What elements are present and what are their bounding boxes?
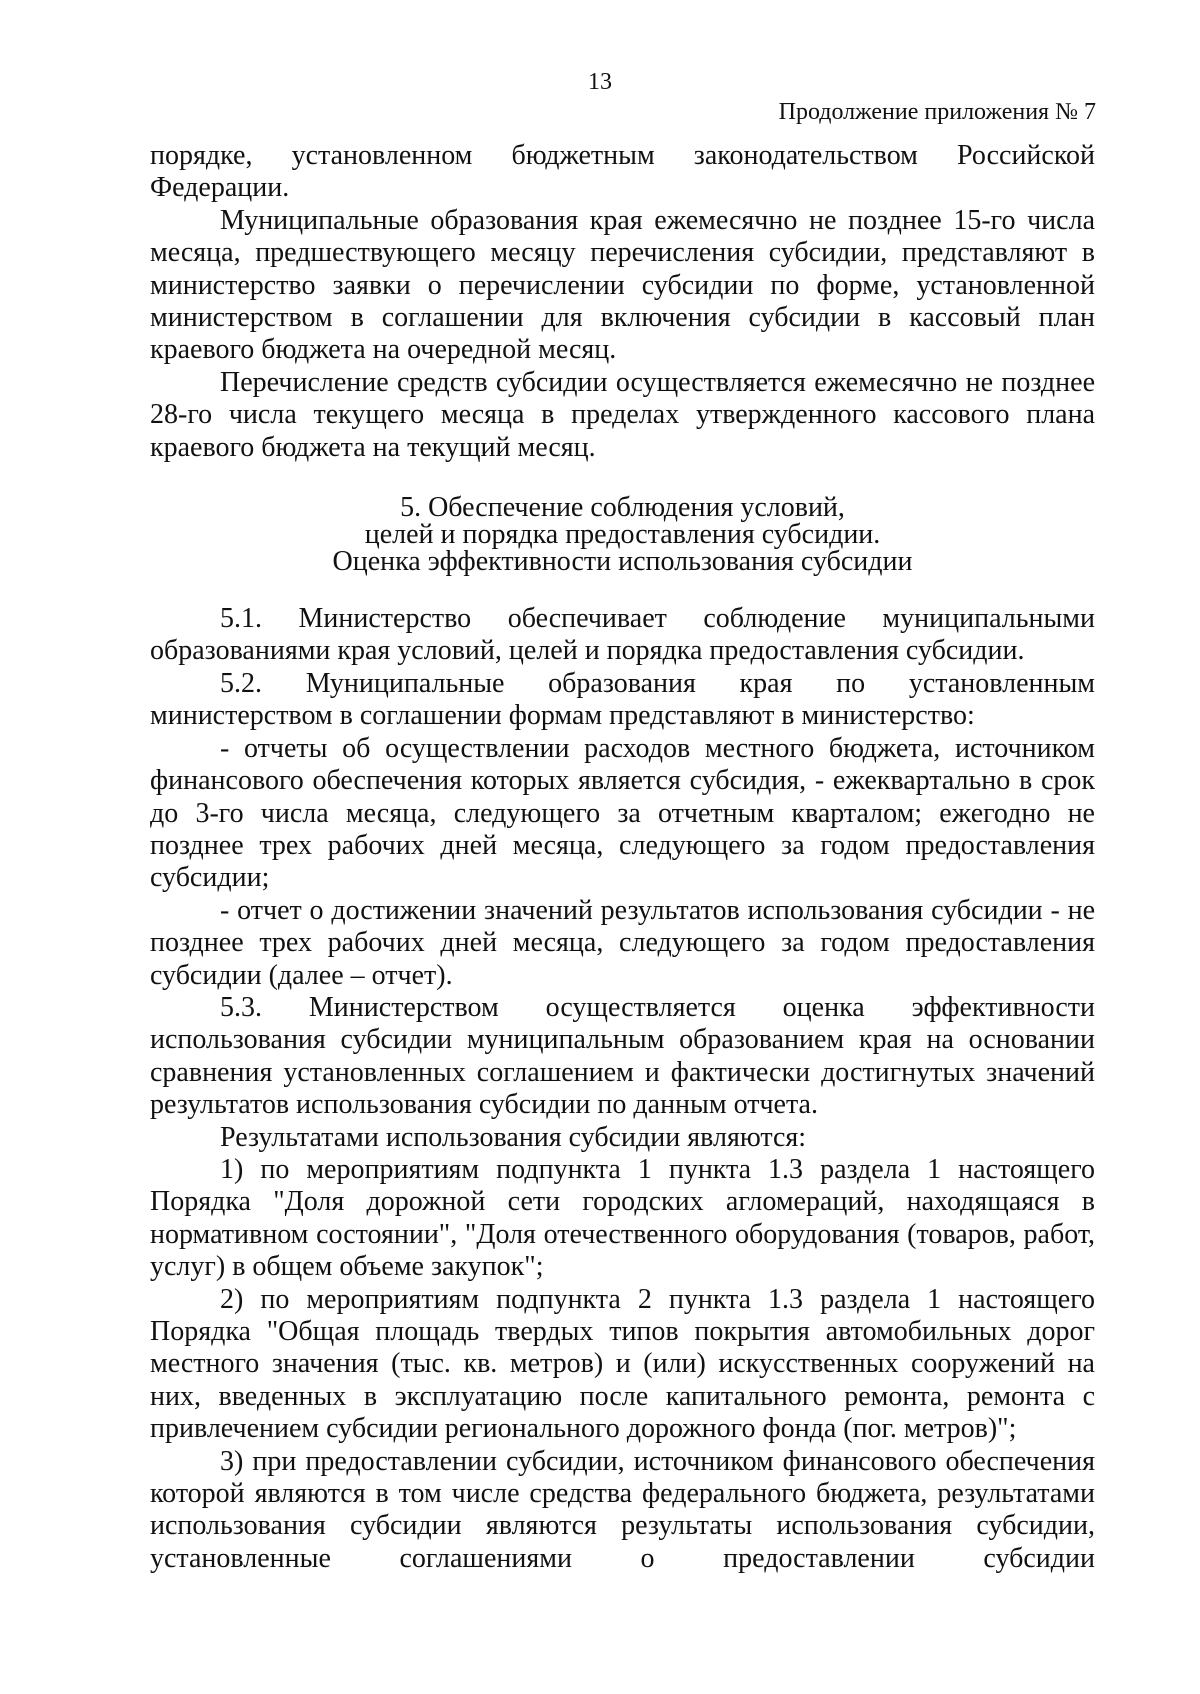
paragraph-5-1: 5.1. Министерство обеспечивает соблюдение муниципальными образованиями края условий, целей и порядка предоставления субсидии.	[150, 603, 1095, 667]
section-heading	[150, 492, 1095, 578]
list-item-result-3: 3) при предоставлении субсидии, источником финансового обеспечения которой являются в том числе средства федерального бюджета, результатами использования субсидии являются результаты использования субсидии, установленные соглашениями о предоставлении субсидии	[150, 1445, 1095, 1574]
list-item-results-report: - отчет о достижении значений результатов использования субсидии - не позднее трех рабочих дней месяца, следующего за годом предоставления субсидии (далее – отчет).	[150, 894, 1095, 991]
document-body	[150, 140, 1095, 1575]
paragraph-5-3: 5.3. Министерством осуществляется оценка эффективности использования субсидии муниципальным образованием края на основании сравнения установленных соглашением и фактически достигнутых значений результатов использования субсидии по данным отчета.	[150, 991, 1095, 1121]
paragraph-budget-legislation: порядке, установленном бюджетным законодательством Российской Федерации.	[150, 140, 1095, 204]
list-item-result-1: 1) по мероприятиям подпункта 1 пункта 1.3 раздела 1 настоящего Порядка "Доля дорожной сети городских агломераций, находящаяся в нормативном состоянии", "Доля отечественного оборудования (товаров, работ, услуг) в общем объеме закупок";	[150, 1153, 1095, 1283]
page-number: 13	[588, 69, 612, 95]
paragraph-transfer-of-funds: Перечисление средств субсидии осуществляется ежемесячно не позднее 28-го числа текущего месяца в пределах утвержденного кассового плана краевого бюджета на текущий месяц.	[150, 366, 1095, 463]
section-heading-line-2: целей и порядка предоставления субсидии.	[364, 519, 881, 551]
paragraph-5-2: 5.2. Муниципальные образования края по установленным министерством в соглашении формам представляют в министерство:	[150, 667, 1095, 732]
paragraph-results-intro: Результатами использования субсидии являются:	[220, 1121, 807, 1153]
list-item-result-2: 2) по мероприятиям подпункта 2 пункта 1.3 раздела 1 настоящего Порядка "Общая площадь твердых типов покрытия автомобильных дорог местного значения (тыс. кв. метров) и (или) искусственных сооружений на них, введенных в эксплуатацию после капитального ремонта, ремонта с привлечением субсидии регионального дорожного фонда (пог. метров)";	[150, 1283, 1095, 1445]
section-heading-line-1: 5. Обеспечение соблюдения условий,	[400, 492, 845, 524]
paragraph-monthly-requests: Муниципальные образования края ежемесячно не позднее 15-го числа месяца, предшествующего месяцу перечисления субсидии, представляют в министерство заявки о перечислении субсидии по форме, установленной министерством в соглашении для включения субсидии в кассовый план краевого бюджета на очередной месяц.	[150, 204, 1095, 366]
section-heading-line-3: Оценка эффективности использования субсидии	[332, 546, 913, 578]
appendix-continuation-label: Продолжение приложения № 7	[778, 99, 1096, 125]
list-item-expense-reports: - отчеты об осуществлении расходов местного бюджета, источником финансового обеспечения которых является субсидия, - ежеквартально в срок до 3-го числа месяца, следующего за отчетным кварталом; ежегодно не позднее трех рабочих дней месяца, следующего за годом предоставления субсидии;	[150, 732, 1095, 894]
